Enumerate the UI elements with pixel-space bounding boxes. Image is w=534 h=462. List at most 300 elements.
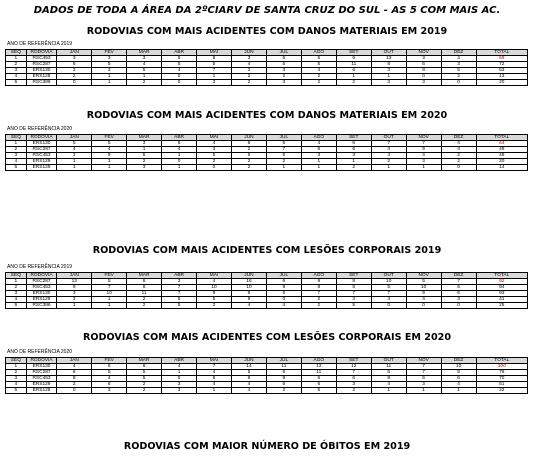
table-cell: 3	[57, 297, 92, 303]
reference-year-label: ANO DE REFERÊNCIA 2020	[7, 349, 73, 355]
highway-cell: ERS130	[26, 141, 57, 147]
table-cell: 5	[406, 279, 441, 285]
table-cell: 3	[406, 80, 441, 86]
table-cell: 3	[6, 291, 27, 297]
table-cell: 6	[162, 141, 197, 147]
section-title: RODOVIAS COM MAIS ACIDENTES COM DANOS MATERIAIS EM 2020	[86, 110, 448, 121]
table-cell: 5	[127, 376, 162, 382]
table-cell: 3	[266, 80, 301, 86]
table-cell: 4	[57, 147, 92, 153]
column-header: FEV	[92, 135, 127, 141]
table-cell: 5	[127, 68, 162, 74]
table-cell: 3	[371, 80, 406, 86]
table-cell: 3	[6, 153, 27, 159]
highway-cell: ERS129	[26, 159, 57, 165]
column-header: AGO	[301, 358, 336, 364]
table-cell: 4	[162, 68, 197, 74]
table-cell: 3	[441, 62, 476, 68]
column-header: AGO	[301, 50, 336, 56]
table-cell: 1	[197, 74, 232, 80]
table-cell: 6	[336, 68, 371, 74]
column-header: MAI	[197, 135, 232, 141]
table-cell: 2	[441, 74, 476, 80]
reference-year-label: ANO DE REFERÊNCIA 2020	[7, 126, 73, 132]
table-cell: 1	[127, 74, 162, 80]
total-cell: 20	[476, 80, 527, 86]
table-cell: 3	[231, 56, 266, 62]
table-cell: 5	[197, 297, 232, 303]
table-cell: 2	[231, 147, 266, 153]
table-cell: 2	[441, 159, 476, 165]
table-cell: 3	[336, 297, 371, 303]
table-cell: 4	[371, 153, 406, 159]
table-cell: 2	[6, 62, 27, 68]
table-cell: 2	[127, 303, 162, 309]
table-cell: 1	[197, 388, 232, 394]
table-cell: 6	[266, 291, 301, 297]
column-header: MAI	[197, 358, 232, 364]
table-cell: 6	[92, 364, 127, 370]
table-cell: 1	[127, 147, 162, 153]
column-header: RODOVIA	[26, 135, 57, 141]
table-cell: 1	[6, 56, 27, 62]
table-cell: 8	[57, 376, 92, 382]
table-cell: 2	[197, 303, 232, 309]
table-cell: 2	[127, 382, 162, 388]
table-cell: 5	[57, 141, 92, 147]
table-cell: 0	[197, 165, 232, 171]
table-row	[6, 303, 528, 309]
table-cell: 1	[162, 153, 197, 159]
table-cell: 5	[6, 388, 27, 394]
table-cell: 9	[406, 147, 441, 153]
table-cell: 1	[441, 388, 476, 394]
table-row	[6, 80, 528, 86]
table-cell: 2	[6, 147, 27, 153]
column-header: ABR	[162, 50, 197, 56]
table-cell: 6	[336, 376, 371, 382]
table-cell: 8	[231, 291, 266, 297]
table-cell: 4	[231, 62, 266, 68]
highway-cell: RSC287	[26, 62, 57, 68]
highway-cell: ERS130	[26, 68, 57, 74]
column-header: FEV	[92, 273, 127, 279]
column-header: AGO	[301, 273, 336, 279]
table-cell: 3	[92, 388, 127, 394]
total-cell: 14	[476, 165, 527, 171]
table-cell: 9	[406, 291, 441, 297]
table-cell: 11	[336, 62, 371, 68]
table-cell: 11	[266, 364, 301, 370]
table-cell: 3	[197, 147, 232, 153]
column-header: SEQ	[6, 273, 27, 279]
table-cell: 4	[301, 141, 336, 147]
table-cell: 6	[336, 141, 371, 147]
column-header: MAR	[127, 273, 162, 279]
table-cell: 5	[162, 376, 197, 382]
table-cell: 1	[371, 74, 406, 80]
highway-cell: RSC386	[26, 80, 57, 86]
highway-cell: RSC453	[26, 56, 57, 62]
table-cell: 1	[6, 279, 27, 285]
total-cell: 49	[476, 147, 527, 153]
table-cell: 1	[6, 364, 27, 370]
table-cell: 5	[441, 68, 476, 74]
table-cell: 3	[127, 165, 162, 171]
column-header: ABR	[162, 135, 197, 141]
total-cell: 94	[476, 285, 527, 291]
table-cell: 5	[266, 141, 301, 147]
table-cell: 4	[127, 62, 162, 68]
column-header: NOV	[406, 135, 441, 141]
column-header: SET	[336, 50, 371, 56]
column-header: JAN	[57, 50, 92, 56]
table-cell: 8	[406, 68, 441, 74]
table-cell: 10	[371, 279, 406, 285]
table-cell: 4	[231, 303, 266, 309]
table-cell: 4	[6, 297, 27, 303]
table-cell: 3	[336, 153, 371, 159]
table-cell: 3	[231, 68, 266, 74]
table-cell: 3	[57, 291, 92, 297]
table-cell: 1	[336, 159, 371, 165]
column-header: MAI	[197, 50, 232, 56]
table-cell: 8	[371, 62, 406, 68]
table-cell: 5	[127, 370, 162, 376]
table-cell: 4	[301, 68, 336, 74]
table-cell: 8	[197, 376, 232, 382]
column-header: FEV	[92, 50, 127, 56]
table-cell: 6	[301, 376, 336, 382]
total-cell: 22	[476, 388, 527, 394]
table-cell: 1	[92, 297, 127, 303]
reference-year-label: ANO DE REFERÊNCIA 2019	[7, 41, 73, 47]
table-cell: 7	[162, 285, 197, 291]
table-cell: 0	[162, 159, 197, 165]
table-cell: 6	[197, 62, 232, 68]
table-cell: 5	[6, 303, 27, 309]
table-cell: 5	[92, 279, 127, 285]
table-cell: 1	[371, 388, 406, 394]
table-cell: 10	[197, 285, 232, 291]
highway-cell: RSC287	[26, 279, 57, 285]
highway-cell: RSC453	[26, 376, 57, 382]
table-cell: 6	[301, 147, 336, 153]
table-cell: 2	[127, 297, 162, 303]
column-header: TOTAL	[476, 50, 527, 56]
section-title: RODOVIAS COM MAIS ACIDENTES COM LESÕES CORPORAIS EM 2020	[82, 332, 452, 343]
table-cell: 3	[92, 56, 127, 62]
column-header: JUL	[266, 135, 301, 141]
table-cell: 5	[301, 62, 336, 68]
table-cell: 0	[441, 165, 476, 171]
total-cell: 59	[476, 56, 527, 62]
column-header: JUL	[266, 273, 301, 279]
table-cell: 1	[162, 165, 197, 171]
column-header: NOV	[406, 358, 441, 364]
table-cell: 13	[57, 279, 92, 285]
table-cell: 3	[266, 68, 301, 74]
table-cell: 3	[6, 68, 27, 74]
table-cell: 1	[57, 159, 92, 165]
table-cell: 7	[371, 291, 406, 297]
table-cell: 10	[92, 291, 127, 297]
table-cell: 3	[162, 388, 197, 394]
column-header: SET	[336, 273, 371, 279]
table-cell: 7	[301, 291, 336, 297]
table-cell: 6	[92, 382, 127, 388]
table-cell: 2	[301, 297, 336, 303]
highway-cell: ERS128	[26, 74, 57, 80]
column-header: RODOVIA	[26, 50, 57, 56]
table-cell: 5	[301, 56, 336, 62]
table-row	[6, 388, 528, 394]
table-cell: 3	[197, 80, 232, 86]
highway-cell: RSC453	[26, 153, 57, 159]
table-cell: 3	[162, 382, 197, 388]
table-cell: 6	[127, 279, 162, 285]
table-cell: 10	[406, 285, 441, 291]
table-cell: 3	[371, 68, 406, 74]
table-cell: 5	[127, 153, 162, 159]
table-cell: 9	[266, 376, 301, 382]
table-cell: 5	[266, 62, 301, 68]
highway-cell: ERS130	[26, 364, 57, 370]
table-cell: 6	[266, 279, 301, 285]
table-cell: 2	[266, 74, 301, 80]
table-cell: 3	[92, 68, 127, 74]
table-cell: 2	[127, 80, 162, 86]
column-header: DEZ	[441, 135, 476, 141]
table-cell: 6	[127, 364, 162, 370]
table-cell: 5	[92, 62, 127, 68]
table-cell: 2	[336, 388, 371, 394]
table-cell: 2	[57, 68, 92, 74]
column-header: RODOVIA	[26, 358, 57, 364]
table-cell: 4	[231, 388, 266, 394]
table-cell: 5	[92, 141, 127, 147]
table-cell: 14	[231, 364, 266, 370]
total-cell: 92	[476, 279, 527, 285]
table-cell: 0	[57, 388, 92, 394]
table-cell: 1	[92, 159, 127, 165]
column-header: SEQ	[6, 50, 27, 56]
total-cell: 72	[476, 62, 527, 68]
accidents-table	[5, 49, 528, 86]
table-cell: 7	[92, 285, 127, 291]
table-cell: 1	[406, 388, 441, 394]
column-header: OUT	[371, 358, 406, 364]
table-cell: 7	[336, 370, 371, 376]
table-cell: 9	[57, 285, 92, 291]
table-cell: 6	[197, 56, 232, 62]
column-header: TOTAL	[476, 135, 527, 141]
table-cell: 0	[162, 74, 197, 80]
table-cell: 0	[371, 303, 406, 309]
table-cell: 6	[266, 56, 301, 62]
table-cell: 6	[57, 370, 92, 376]
table-cell: 4	[6, 159, 27, 165]
table-cell: 2	[301, 74, 336, 80]
total-cell: 25	[476, 303, 527, 309]
table-cell: 3	[406, 382, 441, 388]
table-cell: 8	[231, 376, 266, 382]
total-cell: 76	[476, 370, 527, 376]
table-cell: 2	[266, 388, 301, 394]
table-cell: 5	[231, 370, 266, 376]
column-header: RODOVIA	[26, 273, 57, 279]
column-header: SET	[336, 135, 371, 141]
column-header: OUT	[371, 50, 406, 56]
column-header: MAR	[127, 50, 162, 56]
table-cell: 4	[6, 74, 27, 80]
table-cell: 2	[336, 80, 371, 86]
table-cell: 2	[6, 370, 27, 376]
table-cell: 8	[336, 279, 371, 285]
column-header: JAN	[57, 135, 92, 141]
column-header: ABR	[162, 358, 197, 364]
highway-cell: RSC287	[26, 370, 57, 376]
table-cell: 6	[441, 376, 476, 382]
total-cell: 93	[476, 291, 527, 297]
table-cell: 1	[371, 165, 406, 171]
table-cell: 2	[127, 159, 162, 165]
column-header: MAI	[197, 273, 232, 279]
table-cell: 1	[57, 303, 92, 309]
table-cell: 0	[441, 303, 476, 309]
column-header: DEZ	[441, 50, 476, 56]
section-title-obitos-2019: RODOVIAS COM MAIOR NÚMERO DE ÓBITOS EM 2019	[123, 441, 411, 452]
table-cell: 5	[162, 297, 197, 303]
table-cell: 6	[441, 291, 476, 297]
table-cell: 12	[336, 364, 371, 370]
table-cell: 6	[406, 376, 441, 382]
table-cell: 2	[57, 382, 92, 388]
table-cell: 2	[197, 159, 232, 165]
table-cell: 3	[406, 159, 441, 165]
table-cell: 3	[127, 56, 162, 62]
table-cell: 5	[162, 62, 197, 68]
total-cell: 41	[476, 297, 527, 303]
reference-year-label: ANO DE REFERÊNCIA 2019	[7, 264, 73, 270]
table-cell: 5	[336, 303, 371, 309]
table-cell: 1	[92, 74, 127, 80]
accidents-table	[5, 272, 528, 309]
total-cell: 100	[476, 364, 527, 370]
table-cell: 4	[197, 370, 232, 376]
table-cell: 1	[92, 80, 127, 86]
total-cell: 13	[476, 74, 527, 80]
table-cell: 4	[92, 147, 127, 153]
page-title: DADOS DE TODA A ÁREA DA 2ºCIARV DE SANTA CRUZ DO SUL - AS 5 COM MAIS AC.	[33, 5, 501, 16]
column-header: JAN	[57, 358, 92, 364]
total-cell: 49	[476, 153, 527, 159]
table-cell: 4	[441, 382, 476, 388]
table-cell: 8	[231, 141, 266, 147]
table-cell: 5	[371, 285, 406, 291]
table-cell: 2	[57, 74, 92, 80]
table-cell: 8	[301, 285, 336, 291]
table-cell: 1	[406, 165, 441, 171]
table-cell: 3	[162, 279, 197, 285]
column-header: JAN	[57, 273, 92, 279]
table-cell: 4	[231, 382, 266, 388]
column-header: DEZ	[441, 358, 476, 364]
column-header: JUL	[266, 358, 301, 364]
total-cell: 53	[476, 68, 527, 74]
table-cell: 4	[371, 297, 406, 303]
table-cell: 2	[336, 165, 371, 171]
column-header: JUN	[231, 358, 266, 364]
column-header: MAR	[127, 358, 162, 364]
table-cell: 5	[6, 80, 27, 86]
column-header: MAR	[127, 135, 162, 141]
table-cell: 7	[406, 364, 441, 370]
table-cell: 3	[301, 153, 336, 159]
table-cell: 7	[336, 291, 371, 297]
table-cell: 7	[406, 370, 441, 376]
column-header: NOV	[406, 273, 441, 279]
table-cell: 6	[336, 56, 371, 62]
table-cell: 1	[57, 165, 92, 171]
table-cell: 1	[266, 165, 301, 171]
table-cell: 9	[371, 376, 406, 382]
table-cell: 6	[301, 382, 336, 388]
accidents-table	[5, 357, 528, 394]
column-header: NOV	[406, 50, 441, 56]
table-cell: 2	[6, 285, 27, 291]
table-cell: 13	[371, 56, 406, 62]
column-header: SET	[336, 358, 371, 364]
table-cell: 8	[336, 285, 371, 291]
table-cell: 4	[371, 147, 406, 153]
table-cell: 3	[336, 382, 371, 388]
table-cell: 3	[57, 56, 92, 62]
table-cell: 4	[406, 297, 441, 303]
table-cell: 7	[197, 68, 232, 74]
table-cell: 7	[441, 279, 476, 285]
highway-cell: ERS128	[26, 388, 57, 394]
total-cell: 51	[476, 382, 527, 388]
table-cell: 4	[441, 141, 476, 147]
column-header: SEQ	[6, 135, 27, 141]
table-cell: 0	[441, 80, 476, 86]
table-cell: 6	[336, 147, 371, 153]
table-cell: 0	[406, 74, 441, 80]
highway-cell: RSC386	[26, 303, 57, 309]
table-cell: 9	[231, 297, 266, 303]
table-row	[6, 165, 528, 171]
table-cell: 2	[231, 165, 266, 171]
table-cell: 7	[197, 364, 232, 370]
table-cell: 4	[92, 376, 127, 382]
table-cell: 1	[92, 303, 127, 309]
table-cell: 1	[6, 141, 27, 147]
table-cell: 7	[162, 291, 197, 297]
table-cell: 3	[406, 56, 441, 62]
table-cell: 11	[127, 291, 162, 297]
table-cell: 4	[6, 382, 27, 388]
total-cell: 64	[476, 141, 527, 147]
column-header: OUT	[371, 273, 406, 279]
table-cell: 11	[371, 364, 406, 370]
column-header: ABR	[162, 273, 197, 279]
table-cell: 7	[266, 147, 301, 153]
table-cell: 2	[57, 153, 92, 159]
highway-cell: RSC287	[26, 147, 57, 153]
table-cell: 9	[266, 285, 301, 291]
table-cell: 3	[127, 141, 162, 147]
